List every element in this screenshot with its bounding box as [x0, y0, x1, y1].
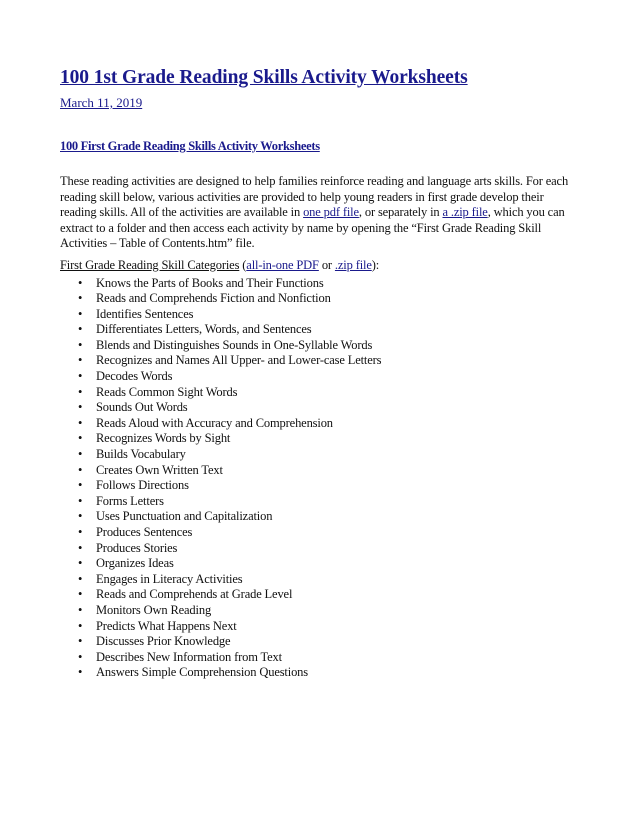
bullet-icon: • [78, 322, 83, 337]
one-pdf-file-link[interactable]: one pdf file [303, 205, 359, 219]
article-subtitle-link[interactable]: 100 First Grade Reading Skills Activity Worksheets [60, 139, 320, 153]
bullet-icon: • [78, 540, 83, 555]
skill-label: Sounds Out Words [96, 400, 188, 415]
categories-or: or [318, 257, 335, 272]
skill-label: Forms Letters [96, 493, 164, 508]
categories-close: ): [371, 257, 380, 272]
skill-label: Uses Punctuation and Capitalization [96, 509, 273, 524]
list-item [60, 400, 580, 416]
list-item [60, 322, 580, 338]
skills-list [60, 276, 580, 681]
bullet-icon: • [78, 447, 83, 462]
list-item [60, 353, 580, 369]
intro-text-2: , or separately in [358, 205, 443, 219]
list-item [60, 369, 580, 385]
list-item [60, 650, 580, 666]
skill-label: Predicts What Happens Next [96, 618, 237, 633]
categories-zip-link[interactable]: .zip file [334, 257, 372, 272]
skill-label: Builds Vocabulary [96, 447, 186, 462]
skill-label: Reads and Comprehends Fiction and Nonfiction [96, 291, 331, 306]
categories-open: ( [239, 257, 247, 272]
bullet-icon: • [78, 306, 83, 321]
bullet-icon: • [78, 618, 83, 633]
list-item [60, 556, 580, 572]
skill-label: Produces Stories [96, 540, 178, 555]
all-in-one-pdf-link[interactable]: all-in-one PDF [246, 257, 319, 272]
bullet-icon: • [78, 415, 83, 430]
bullet-icon: • [78, 509, 83, 524]
bullet-icon: • [78, 478, 83, 493]
bullet-icon: • [78, 525, 83, 539]
categories-heading [60, 257, 580, 273]
skill-label: Monitors Own Reading [96, 602, 212, 617]
list-item [60, 541, 580, 557]
bullet-icon: • [78, 337, 83, 352]
list-item [60, 447, 580, 463]
list-item [60, 431, 580, 447]
categories-label: First Grade Reading Skill Categories [60, 257, 240, 272]
skill-label: Engages in Literacy Activities [96, 571, 243, 586]
bullet-icon: • [78, 602, 83, 617]
skill-label: Produces Sentences [96, 525, 193, 539]
skill-label: Recognizes Words by Sight [96, 431, 231, 446]
bullet-icon: • [78, 400, 83, 415]
list-item [60, 291, 580, 307]
bullet-icon: • [78, 587, 83, 602]
intro-paragraph [60, 174, 578, 252]
bullet-icon: • [78, 369, 83, 384]
list-item [60, 494, 580, 510]
list-item [60, 619, 580, 635]
intro-text-1: These reading activities are designed to help families reinforce reading and language arts skills. For each reading skill below, various activities are provided to help young readers in first grade develop their reading skills. All of the activities are available in [60, 174, 569, 219]
list-item [60, 634, 580, 650]
skill-label: Creates Own Written Text [96, 462, 223, 477]
list-item [60, 509, 580, 525]
list-item [60, 276, 580, 292]
skill-label: Knows the Parts of Books and Their Functions [96, 275, 324, 290]
bullet-icon: • [78, 462, 83, 477]
bullet-icon: • [78, 556, 83, 571]
skill-label: Describes New Information from Text [96, 649, 282, 664]
article [60, 66, 580, 681]
list-item [60, 572, 580, 588]
skill-label: Discusses Prior Knowledge [96, 634, 231, 649]
article-title-link[interactable]: 100 1st Grade Reading Skills Activity Worksheets [60, 67, 468, 88]
list-item [60, 338, 580, 354]
skill-label: Answers Simple Comprehension Questions [96, 665, 308, 680]
bullet-icon: • [78, 275, 83, 290]
skill-label: Reads Common Sight Words [96, 384, 238, 399]
list-item [60, 603, 580, 619]
bullet-icon: • [78, 634, 83, 649]
list-item [60, 587, 580, 603]
skill-label: Reads Aloud with Accuracy and Comprehension [96, 415, 333, 430]
skill-label: Organizes Ideas [96, 556, 174, 571]
zip-file-link[interactable]: a .zip file [442, 205, 488, 219]
list-item [60, 416, 580, 432]
bullet-icon: • [78, 665, 83, 680]
list-item [60, 463, 580, 479]
skill-label: Recognizes and Names All Upper- and Lower-case Letters [96, 353, 382, 368]
bullet-icon: • [78, 493, 83, 508]
bullet-icon: • [78, 431, 83, 446]
skill-label: Follows Directions [96, 478, 189, 493]
skill-label: Differentiates Letters, Words, and Sentences [96, 322, 312, 337]
skill-label: Reads and Comprehends at Grade Level [96, 587, 293, 602]
article-date-link[interactable]: March 11, 2019 [60, 95, 143, 110]
bullet-icon: • [78, 353, 83, 368]
bullet-icon: • [78, 649, 83, 664]
list-item [60, 307, 580, 323]
bullet-icon: • [78, 571, 83, 586]
skill-label: Decodes Words [96, 369, 173, 384]
list-item [60, 665, 580, 681]
skill-label: Identifies Sentences [96, 306, 194, 321]
bullet-icon: • [78, 384, 83, 399]
intro-text-3: , which you can extract to a folder and then access each activity by name by opening the “First Grade Reading Skill Activities – Table of Contents.htm” file. [60, 205, 565, 250]
bullet-icon: • [78, 291, 83, 306]
list-item [60, 478, 580, 494]
list-item [60, 385, 580, 401]
list-item [60, 525, 580, 541]
skill-label: Blends and Distinguishes Sounds in One-Syllable Words [96, 337, 373, 352]
